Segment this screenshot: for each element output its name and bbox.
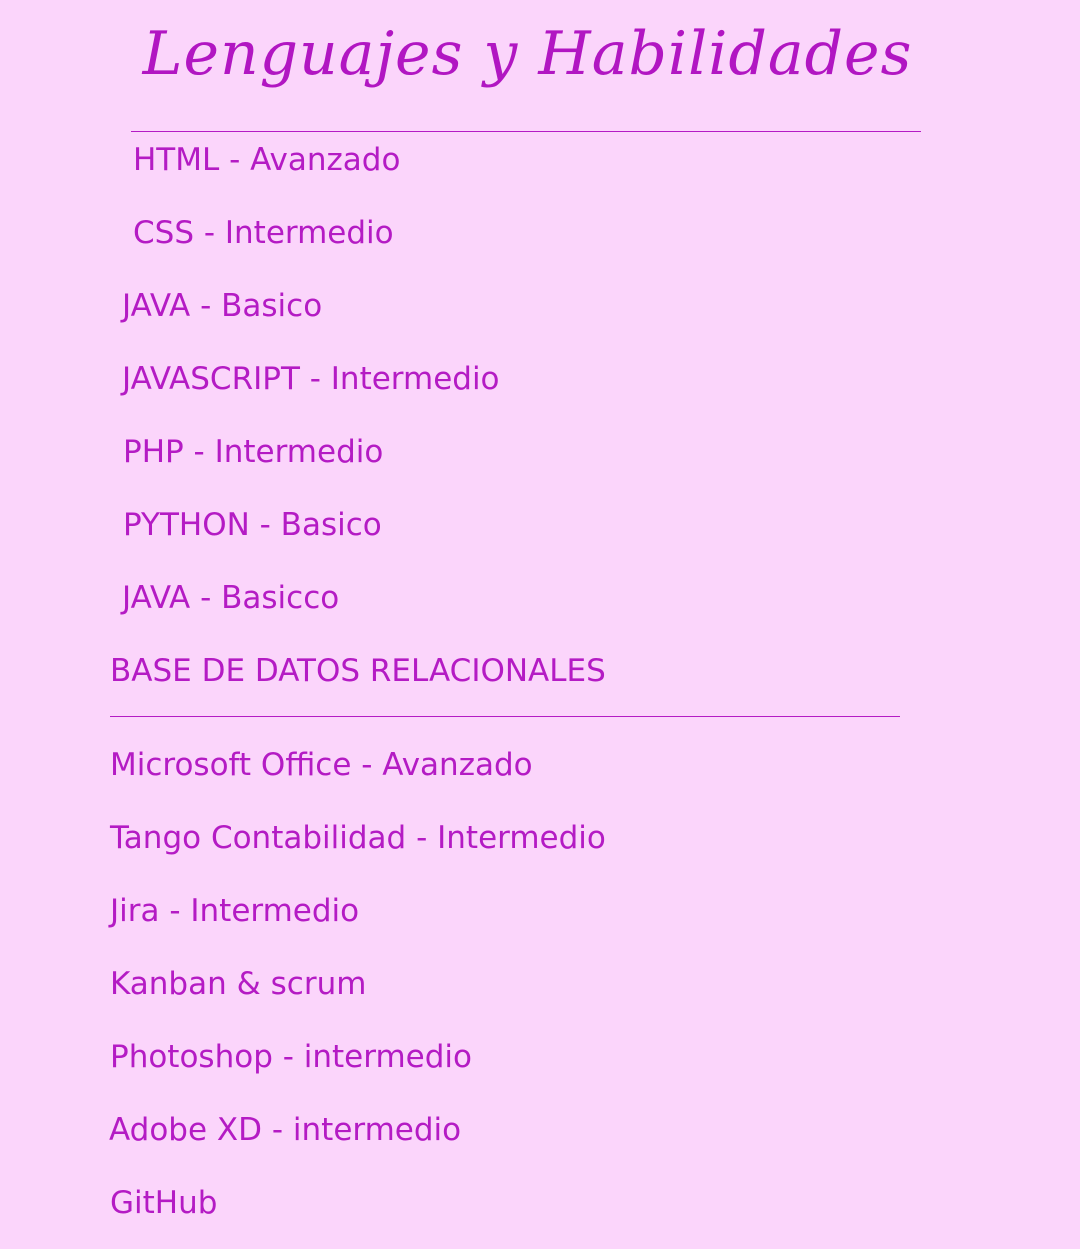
skill-javascript: JAVASCRIPT - Intermedio	[122, 361, 500, 397]
skill-relational-databases: BASE DE DATOS RELACIONALES	[110, 653, 606, 689]
skill-html: HTML - Avanzado	[133, 142, 401, 178]
skill-css: CSS - Intermedio	[133, 215, 394, 251]
tool-kanban-scrum: Kanban & scrum	[110, 966, 367, 1002]
tool-github: GitHub	[110, 1185, 218, 1221]
skill-php: PHP - Intermedio	[123, 434, 384, 470]
skill-python: PYTHON - Basico	[123, 507, 382, 543]
page-title: Lenguajes y Habilidades	[142, 19, 913, 89]
tool-photoshop: Photoshop - intermedio	[110, 1039, 472, 1075]
tool-adobe-xd: Adobe XD - intermedio	[109, 1112, 462, 1148]
skill-java: JAVA - Basico	[122, 288, 323, 324]
section-divider	[110, 716, 900, 717]
tool-tango-contabilidad: Tango Contabilidad - Intermedio	[110, 820, 606, 856]
tool-jira: Jira - Intermedio	[110, 893, 360, 929]
title-divider	[131, 131, 921, 132]
skill-java-2: JAVA - Basicco	[122, 580, 340, 616]
tool-microsoft-office: Microsoft Office - Avanzado	[110, 747, 533, 783]
